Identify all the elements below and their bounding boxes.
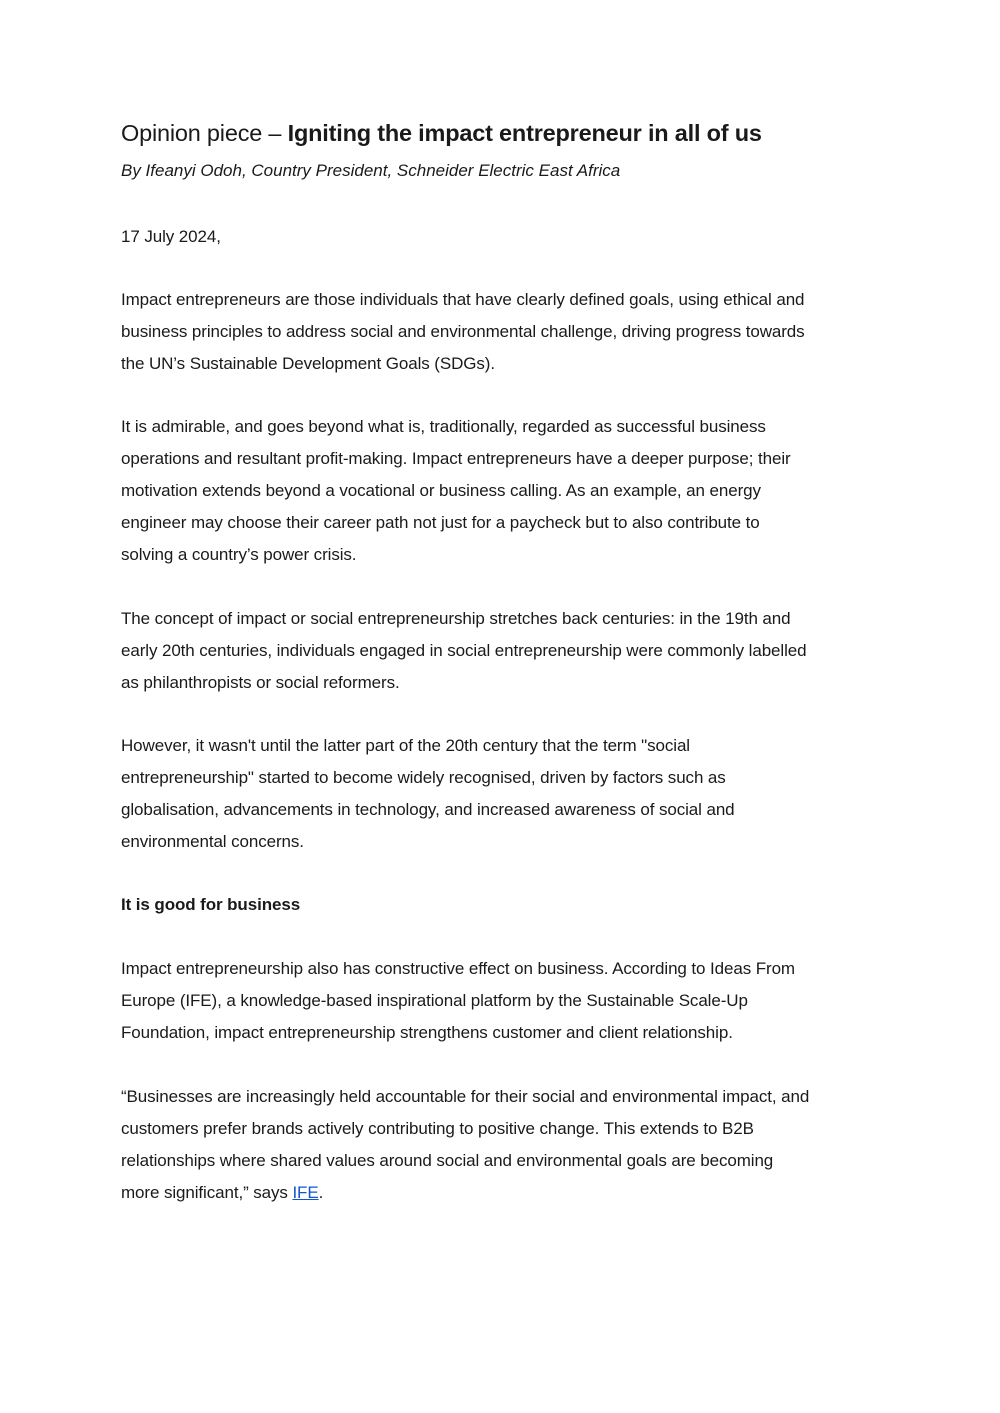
paragraph-2 xyxy=(121,411,791,571)
byline: By Ifeanyi Odoh, Country President, Schneider Electric East Africa xyxy=(121,161,621,180)
paragraph-line: Impact entrepreneurship also has constructive effect on business. According to Ideas From xyxy=(121,959,795,978)
title-prefix: Opinion piece – xyxy=(121,120,288,146)
paragraph-line: operations and resultant profit-making. Impact entrepreneurs have a deeper purpose; their xyxy=(121,449,791,468)
quote-last-line xyxy=(121,1177,809,1209)
ife-link[interactable]: IFE xyxy=(292,1183,319,1202)
paragraph-line: early 20th centuries, individuals engaged in social entrepreneurship were commonly labelled xyxy=(121,641,807,660)
paragraph-5 xyxy=(121,953,795,1049)
paragraph-line: as philanthropists or social reformers. xyxy=(121,673,400,692)
quote-line: “Businesses are increasingly held accountable for their social and environmental impact, and xyxy=(121,1087,810,1106)
paragraph-line: Europe (IFE), a knowledge-based inspirational platform by the Sustainable Scale-Up xyxy=(121,991,748,1010)
section-heading: It is good for business xyxy=(121,895,301,914)
paragraph-4 xyxy=(121,730,735,858)
paragraph-3 xyxy=(121,603,806,699)
paragraph-line: It is admirable, and goes beyond what is, traditionally, regarded as successful business xyxy=(121,417,766,436)
date-line xyxy=(121,221,221,253)
paragraph-line: globalisation, advancements in technology, and increased awareness of social and xyxy=(121,800,735,819)
paragraph-1 xyxy=(121,284,805,380)
paragraph-line: entrepreneurship" started to become widely recognised, driven by factors such as xyxy=(121,768,726,787)
paragraph-line: Impact entrepreneurs are those individuals that have clearly defined goals, using ethical and xyxy=(121,290,805,309)
paragraph-line: environmental concerns. xyxy=(121,832,304,851)
paragraph-line: business principles to address social and environmental challenge, driving progress towards xyxy=(121,322,805,341)
paragraph-line: the UN’s Sustainable Development Goals (SDGs). xyxy=(121,354,495,373)
section-heading-block xyxy=(121,889,300,921)
paragraph-line: However, it wasn't until the latter part of the 20th century that the term "social xyxy=(121,736,690,755)
quote-text: more significant,” says xyxy=(121,1183,293,1202)
title-main: Igniting the impact entrepreneur in all of us xyxy=(287,120,762,146)
paragraph-line: motivation extends beyond a vocational or business calling. As an example, an energy xyxy=(121,481,761,500)
paragraph-line: Foundation, impact entrepreneurship strengthens customer and client relationship. xyxy=(121,1023,733,1042)
paragraph-line: engineer may choose their career path not just for a paycheck but to also contribute to xyxy=(121,513,760,532)
quote-period: . xyxy=(318,1183,324,1202)
quote-paragraph xyxy=(121,1081,809,1209)
date: 17 July 2024, xyxy=(121,227,221,246)
quote-line: relationships where shared values around social and environmental goals are becoming xyxy=(121,1151,774,1170)
quote-line: customers prefer brands actively contributing to positive change. This extends to B2B xyxy=(121,1119,754,1138)
article-title xyxy=(121,120,762,147)
paragraph-line: solving a country’s power crisis. xyxy=(121,545,357,564)
paragraph-line: The concept of impact or social entrepreneurship stretches back centuries: in the 19th and xyxy=(121,609,791,628)
